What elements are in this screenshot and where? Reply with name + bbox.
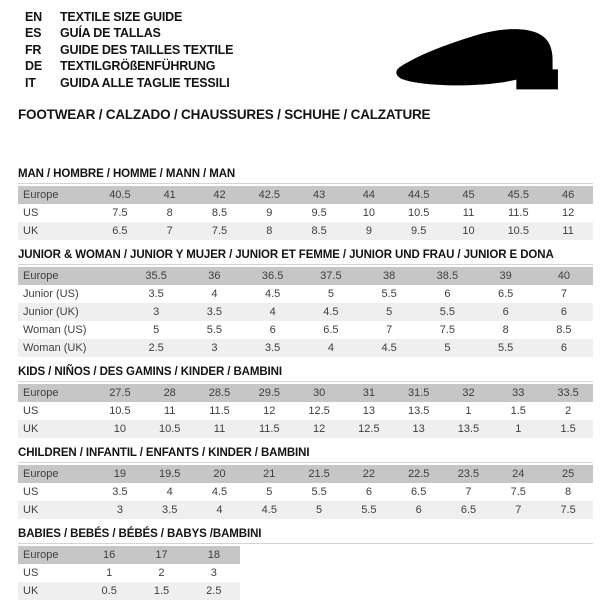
size-cell: 12.5 [358,423,380,435]
size-cell: 9 [266,207,273,219]
size-cell: 16 [103,549,116,561]
size-cell: 6 [269,324,276,336]
table-top-rule [18,183,593,184]
row-label: US [23,567,39,579]
row-label: UK [23,585,39,597]
row-label: UK [23,423,39,435]
size-cell: 4.5 [381,342,397,354]
size-cell: 1 [465,405,472,417]
size-cell: 11.5 [507,207,529,219]
size-cell: 5 [386,306,393,318]
size-cell: 2.5 [148,342,164,354]
size-cell: 4.5 [261,504,277,516]
language-label: TEXTILE SIZE GUIDE [60,10,183,24]
language-label: GUÍA DE TALLAS [60,26,161,41]
size-cell: 6 [365,486,372,498]
size-cell: 4 [166,486,173,498]
table-row [18,321,593,339]
size-cell: 10.5 [158,423,181,435]
language-code: EN [25,10,42,24]
size-cell: 7.5 [560,504,576,516]
size-cell: 3.5 [112,486,128,498]
size-cell: 40 [557,270,570,282]
size-cell: 3.5 [162,504,178,516]
size-cell: 6.5 [460,504,477,516]
size-cell: 6.5 [411,486,427,498]
row-label: Woman (US) [23,324,87,336]
size-cell: 2 [565,405,572,417]
row-label: US [23,207,39,219]
size-cell: 45 [462,189,475,201]
size-cell: 7.5 [510,486,526,498]
table-row [18,465,593,483]
size-cell: 12.5 [308,405,330,417]
size-cell: 39 [499,270,512,282]
size-cell: 4.5 [323,306,339,318]
size-cell: 44.5 [407,189,430,201]
size-cell: 44 [362,189,375,201]
size-cell: 2 [158,567,165,579]
size-cell: 5.5 [439,306,456,318]
row-label: UK [23,504,39,516]
size-cell: 12 [312,423,326,435]
size-cell: 29.5 [258,387,280,399]
size-cell: 33 [512,387,525,399]
size-table-babies [18,546,240,600]
size-cell: 5.5 [497,342,514,354]
size-cell: 42.5 [258,189,280,201]
size-cell: 21 [263,468,276,480]
table-row [18,285,593,303]
row-label: Europe [23,387,59,399]
row-label: Junior (US) [23,288,79,300]
size-cell: 3 [211,342,218,354]
size-cell: 8 [502,324,509,336]
size-cell: 31 [362,387,375,399]
size-cell: 43 [312,189,326,201]
row-label: US [23,486,39,498]
size-cell: 3 [210,567,217,579]
size-cell: 6.5 [323,324,339,336]
size-cell: 7 [386,324,393,336]
size-cell: 18 [207,549,220,561]
size-cell: 13.5 [457,423,480,435]
size-cell: 37.5 [320,270,342,282]
table-row [18,267,593,285]
size-cell: 12 [263,405,276,417]
size-cell: 22 [362,468,375,480]
table-row [18,582,240,600]
size-cell: 7.5 [439,324,456,336]
table-row [18,384,593,402]
size-table-section-man [18,168,593,240]
size-table-section-kids [18,366,593,438]
size-cell: 31.5 [407,387,430,399]
table-top-rule [18,462,593,463]
size-cell: 27.5 [109,387,131,399]
size-cell: 7 [166,225,173,237]
size-cell: 3.5 [264,342,281,354]
size-cell: 5 [444,342,451,354]
language-row [25,58,233,74]
table-top-rule [18,381,593,382]
size-cell: 5.5 [361,504,377,516]
size-table-man [18,186,593,240]
table-row [18,546,240,564]
size-cell: 5.5 [311,486,327,498]
size-cell: 8.5 [311,225,327,237]
size-cell: 24 [512,468,525,480]
size-cell: 9.5 [411,225,427,237]
size-cell: 32 [462,387,475,399]
language-code: ES [25,26,42,41]
size-cell: 8.5 [211,207,228,219]
size-cell: 23.5 [457,468,480,480]
size-cell: 3.5 [148,288,164,300]
size-table-kids [18,384,593,438]
size-cell: 11 [213,423,226,435]
size-cell: 4 [216,504,223,516]
size-cell: 42 [213,189,226,201]
language-row [25,42,233,58]
language-code: DE [25,59,42,74]
size-cell: 1.5 [510,405,526,417]
size-cell: 36.5 [261,270,284,282]
size-cell: 7.5 [211,225,228,237]
size-cell: 11 [462,207,475,219]
size-cell: 5 [266,486,273,498]
size-cell: 20 [213,468,226,480]
size-cell: 33.5 [557,387,579,399]
size-cell: 17 [155,549,168,561]
size-cell: 6 [444,288,451,300]
table-row [18,186,593,204]
row-label: Europe [23,189,59,201]
size-cell: 41 [163,189,176,201]
table-top-rule [18,264,593,265]
size-cell: 0.5 [101,585,117,597]
size-cell: 19 [113,468,127,480]
size-cell: 4 [211,288,218,300]
size-cell: 38.5 [436,270,459,282]
size-cell: 13 [362,405,375,417]
row-label: Europe [23,468,59,480]
size-cell: 10 [462,225,475,237]
size-cell: 4.5 [211,486,228,498]
table-row [18,483,593,501]
size-cell: 22.5 [407,468,430,480]
language-header [25,9,233,91]
dress-shoe-icon [393,26,579,97]
size-cell: 7 [515,504,522,516]
size-cell: 4 [269,306,276,318]
size-table-section-babies [18,528,593,600]
size-cell: 1 [515,423,522,435]
row-label: Europe [23,270,59,282]
table-row [18,303,593,321]
language-label: GUIDE DES TAILLES TEXTILE [60,42,234,57]
table-row [18,204,593,222]
size-cell: 7 [560,288,567,300]
table-title-kids: KIDS / NIÑOS / DES GAMINS / KINDER / BAMBINI [18,366,282,378]
size-cell: 4.5 [264,288,281,300]
size-cell: 10.5 [407,207,430,219]
size-cell: 5 [327,288,334,300]
language-code: FR [25,42,42,57]
table-row [18,222,593,240]
size-cell: 10.5 [507,225,529,237]
language-label: GUIDA ALLE TAGLIE TESSILI [60,75,230,90]
language-row [25,25,233,41]
table-title-junior-woman: JUNIOR & WOMAN / JUNIOR Y MUJER / JUNIOR ET FEMME / JUNIOR UND FRAU / JUNIOR E DONA [18,249,554,261]
row-label: Woman (UK) [23,342,87,354]
size-cell: 5.5 [206,324,223,336]
table-row [18,420,593,438]
size-cell: 11 [163,405,176,417]
size-cell: 28 [163,387,176,399]
size-cell: 46 [561,189,575,201]
size-cell: 45.5 [507,189,529,201]
size-cell: 6.5 [497,288,514,300]
row-label: US [23,405,39,417]
size-cell: 36 [208,270,221,282]
size-cell: 5 [316,504,323,516]
size-cell: 10 [362,207,375,219]
shoe-silhouette-path [396,29,558,89]
size-cell: 9 [365,225,372,237]
size-table-section-junior-woman [18,249,593,357]
size-cell: 7 [465,486,472,498]
size-cell: 6 [560,342,567,354]
table-title-babies: BABIES / BEBÉS / BÉBÉS / BABYS /BAMBINI [18,528,262,540]
size-cell: 1 [106,567,113,579]
size-cell: 2.5 [206,585,222,597]
size-cell: 12 [561,207,575,219]
row-label: Junior (UK) [23,306,79,318]
size-cell: 5 [153,324,160,336]
size-table-children [18,465,593,519]
size-cell: 7.5 [112,207,128,219]
table-row [18,501,593,519]
size-cell: 25 [561,468,575,480]
size-cell: 6 [415,504,422,516]
size-cell: 11 [562,225,574,237]
size-cell: 3 [153,306,160,318]
table-row [18,339,593,357]
size-cell: 11.5 [209,405,230,417]
size-cell: 1.5 [560,423,576,435]
size-cell: 8 [565,486,572,498]
size-cell: 6.5 [112,225,128,237]
size-cell: 4 [327,342,334,354]
language-label: TEXTILGRÖßENFÜHRUNG [60,59,216,74]
size-cell: 13 [412,423,425,435]
language-row [25,75,233,91]
row-label: UK [23,225,39,237]
size-cell: 30 [312,387,326,399]
size-cell: 8 [266,225,273,237]
size-cell: 8.5 [556,324,572,336]
language-row [25,9,233,25]
size-cell: 11.5 [258,423,280,435]
table-row [18,564,240,582]
size-cell: 6 [502,306,509,318]
size-table-junior-woman [18,267,593,357]
size-cell: 3 [116,504,123,516]
size-cell: 8 [166,207,173,219]
size-cell: 9.5 [311,207,327,219]
size-tables-container [18,168,593,609]
size-table-section-children [18,447,593,519]
language-code: IT [25,75,36,90]
table-top-rule [18,543,593,544]
table-title-children: CHILDREN / INFANTIL / ENFANTS / KINDER / BAMBINI [18,447,310,459]
size-cell: 3.5 [206,306,223,318]
size-cell: 10.5 [109,405,131,417]
size-cell: 35.5 [145,270,167,282]
size-cell: 1.5 [153,585,170,597]
size-cell: 6 [560,306,567,318]
size-cell: 10 [113,423,127,435]
category-heading: FOOTWEAR / CALZADO / CHAUSSURES / SCHUHE / CALZATURE [18,107,431,122]
size-cell: 38 [383,270,396,282]
size-cell: 5.5 [381,288,397,300]
size-cell: 13.5 [407,405,430,417]
size-cell: 21.5 [308,468,330,480]
size-cell: 28.5 [208,387,231,399]
row-label: Europe [23,549,59,561]
size-cell: 19.5 [158,468,181,480]
table-row [18,402,593,420]
size-cell: 40.5 [109,189,131,201]
table-title-man: MAN / HOMBRE / HOMME / MANN / MAN [18,168,236,180]
